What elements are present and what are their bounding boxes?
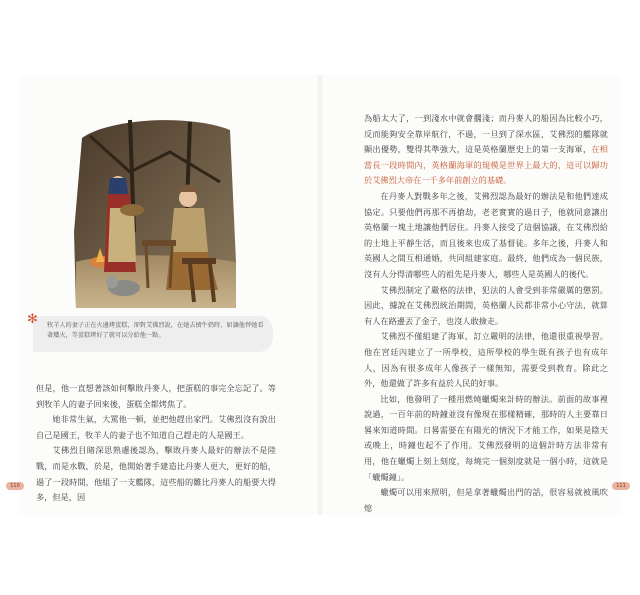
right-paragraph-6: 蠟燭可以用來照明，但是拿著蠟燭出門的話，很容易就被風吹熄 [364, 487, 608, 513]
paragraph-text: 為船太大了，一到淺水中就會擱淺；而丹麥人的船因為比較小巧，反而能夠安全靠岸航行，不過，一旦到了深水區，艾佛烈的艦隊就顯出優勢，雙得其準強大，這是英格蘭歷史上的第一支海軍， [364, 113, 608, 155]
page-number-right: 111 [612, 482, 630, 490]
highlighted-text: 在相當長一段時間內，英格蘭海軍的規模是世界上最大的，這可以歸功於艾佛烈大帝在一千多年前創立的基礎。 [364, 144, 608, 186]
star-icon: ✻ [27, 312, 38, 327]
illustration-caption: 牧羊人的妻子正在火邊烤蛋糕，卻對艾佛烈說，在她去擠牛奶時，如讓他替她看著爐火，等蛋糕烤好了就可以分給他一點。 [47, 322, 264, 339]
left-paragraph-1: 但是，他一直想著該如何擊敗丹麥人，把蛋糕的事完全忘記了。等到牧羊人的妻子回來後，蛋糕全都烤焦了。 [36, 383, 276, 409]
right-paragraph-4: 艾佛烈不僅組建了海軍，訂立嚴明的法律，他還很重視學習。他在宮廷內建立了一所學校，這所學校的學生既有孩子也有成年人，因為有很多成年人像孩子一樣無知，需要受到教育。除此之外，他還做了許多有益於人民的好事。 [364, 331, 608, 389]
page-number-left: 110 [6, 482, 24, 490]
right-paragraph-3: 艾佛烈制定了嚴格的法律，犯法的人會受到非常嚴厲的懲罰。因此，據說在艾佛烈統治期間，英格蘭人民都非常小心守法，就算有人在路邊丟了金子，也沒人敢撿走。 [364, 284, 608, 326]
left-paragraph-2: 她非常生氣，大罵他一頓，並把他趕出家門。艾佛烈沒有說出自己是國王，牧羊人的妻子也不知道自己趕走的人是國王。 [36, 414, 276, 440]
right-paragraph-1 [364, 111, 608, 189]
right-paragraph-2: 在丹麥人對戰多年之後，艾佛烈認為最好的辦法是和他們達成協定。只要他們再那不再搶劫，老老實實的過日子，他就同意讓出英格蘭一塊土地讓他們居住。丹麥人接受了這個協議，在艾佛烈給的土地上平靜生活，而且後來也成了基督徒。多年之後，丹麥人和英國人之間互相通婚，共同組建家庭。最終，他們成為一個民族，沒有人分得清哪些人的祖先是丹麥人，哪些人是英國人的後代。 [364, 190, 608, 279]
right-paragraph-5: 比如，他發明了一種用燃燒蠟燭來計時的辦法。前面的故事裡說過，一百年前的時鐘並沒有像現在那樣精確，那時的人主要靠日晷來知道時間。日晷需要在有陽光的情況下才能工作，如果是陰天或晚上，時鐘也起不了作用。艾佛烈發明的這個計時方法非常有用，他在蠟燭上刻上刻度，每燒完一個刻度就是一個小時，這就是「蠟燭鐘」。 [364, 393, 608, 482]
book-gutter [318, 75, 322, 515]
illustration-cottage-scene [70, 112, 238, 312]
left-paragraph-3: 艾佛烈目睹深思熟慮後認為，擊敗丹麥人最好的辦法不是陸戰，而是水戰，於是，他開始著手建造比丹麥人更大，更好的船，過了一段時間，他組了一支艦隊，這些船的雛比丹麥人的船要大得多，但是，因 [36, 445, 276, 503]
caption-box [27, 312, 273, 352]
right-page-text [364, 111, 608, 516]
left-page-text [36, 381, 276, 506]
